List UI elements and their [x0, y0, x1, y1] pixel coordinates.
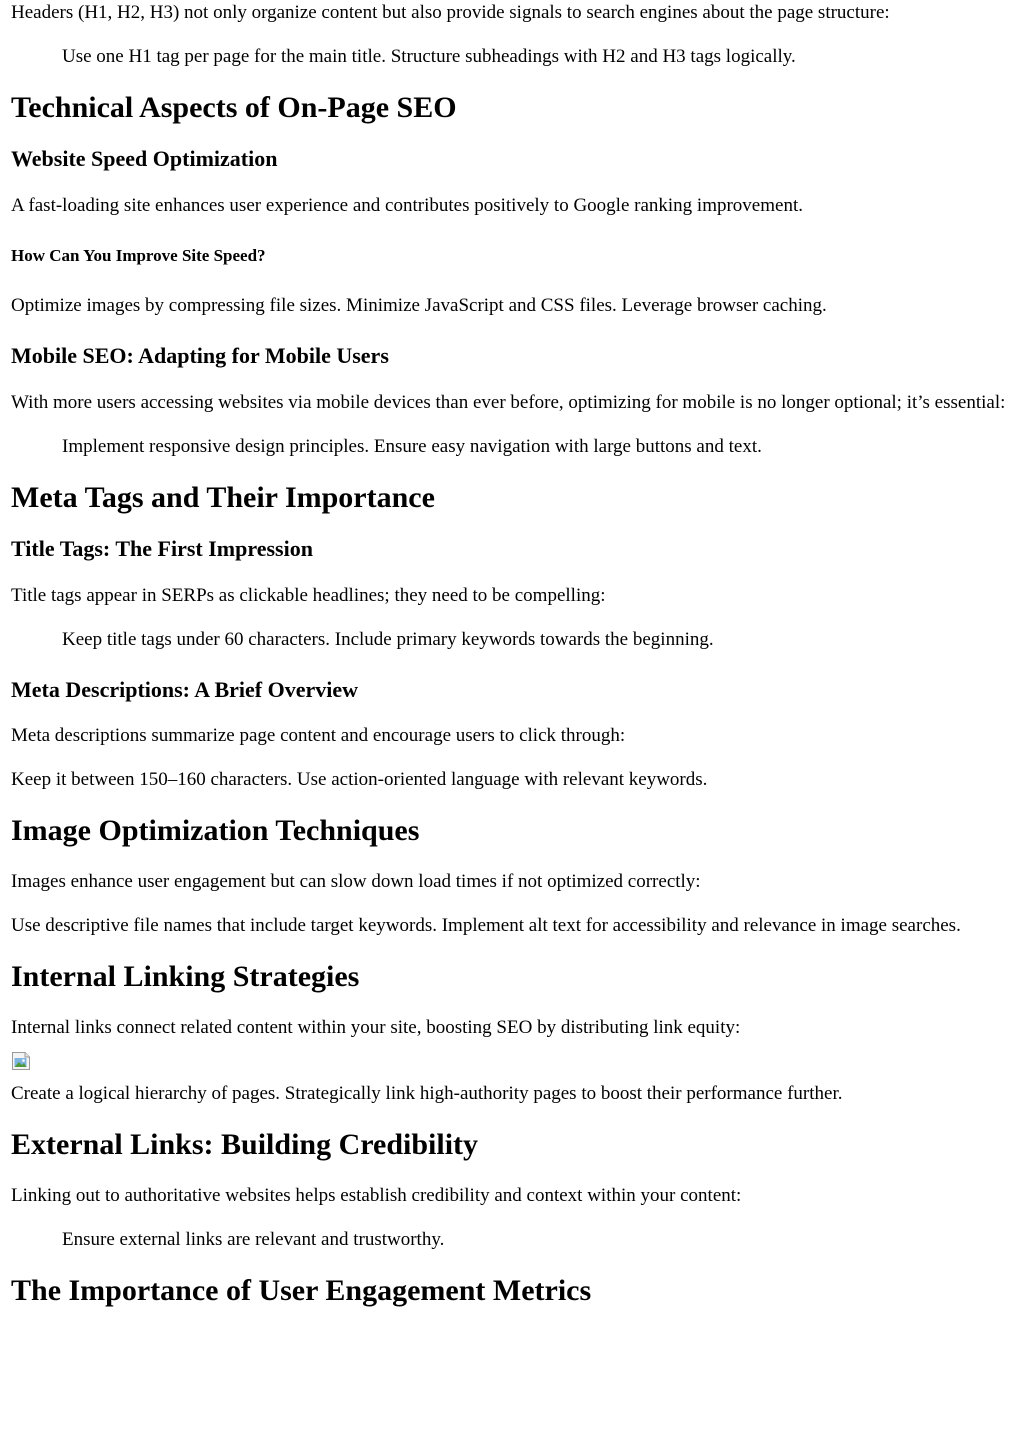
- internal-paragraph: Internal links connect related content within your site, boosting SEO by distributing link equity:: [11, 1017, 741, 1038]
- heading-mobile-seo: Mobile SEO: Adapting for Mobile Users: [11, 343, 389, 368]
- external-tips-quote: Ensure external links are relevant and trustworthy.: [62, 1229, 445, 1250]
- broken-image: [11, 1051, 1014, 1077]
- external-paragraph: Linking out to authoritative websites helps establish credibility and context within your content:: [11, 1185, 742, 1206]
- heading-external-links: External Links: Building Credibility: [11, 1128, 479, 1161]
- heading-user-engagement: The Importance of User Engagement Metrics: [11, 1274, 592, 1307]
- mobile-tips-quote: Implement responsive design principles. Ensure easy navigation with large buttons and text.: [62, 436, 762, 457]
- meta-desc-tips-paragraph: Keep it between 150–160 characters. Use action-oriented language with relevant keywords.: [11, 769, 708, 790]
- mobile-paragraph: With more users accessing websites via mobile devices than ever before, optimizing for mobile is no longer optional; it’s essential:: [11, 392, 1006, 413]
- meta-desc-paragraph: Meta descriptions summarize page content and encourage users to click through:: [11, 725, 626, 746]
- heading-internal-linking: Internal Linking Strategies: [11, 960, 360, 993]
- title-tags-quote: Keep title tags under 60 characters. Include primary keywords towards the beginning.: [62, 629, 714, 650]
- headers-tips-quote: Use one H1 tag per page for the main title. Structure subheadings with H2 and H3 tags logically.: [62, 46, 796, 67]
- internal-tips-paragraph: Create a logical hierarchy of pages. Strategically link high-authority pages to boost their performance further.: [11, 1083, 843, 1104]
- heading-title-tags: Title Tags: The First Impression: [11, 536, 313, 561]
- heading-technical-aspects: Technical Aspects of On-Page SEO: [11, 91, 457, 124]
- broken-image-icon: [11, 1051, 31, 1071]
- headers-intro-paragraph: Headers (H1, H2, H3) not only organize content but also provide signals to search engines about the page structure:: [11, 2, 890, 23]
- heading-website-speed: Website Speed Optimization: [11, 146, 278, 171]
- heading-meta-tags: Meta Tags and Their Importance: [11, 481, 435, 514]
- speed-paragraph: A fast-loading site enhances user experience and contributes positively to Google ranking improvement.: [11, 195, 803, 216]
- title-tags-paragraph: Title tags appear in SERPs as clickable headlines; they need to be compelling:: [11, 585, 606, 606]
- heading-improve-speed: How Can You Improve Site Speed?: [11, 246, 266, 265]
- improve-speed-paragraph: Optimize images by compressing file sizes. Minimize JavaScript and CSS files. Leverage browser caching.: [11, 295, 827, 316]
- image-opt-paragraph: Images enhance user engagement but can slow down load times if not optimized correctly:: [11, 871, 701, 892]
- image-opt-tips-paragraph: Use descriptive file names that include target keywords. Implement alt text for accessibility and relevance in image searches.: [11, 915, 961, 936]
- heading-meta-descriptions: Meta Descriptions: A Brief Overview: [11, 677, 359, 702]
- heading-image-optimization: Image Optimization Techniques: [11, 814, 420, 847]
